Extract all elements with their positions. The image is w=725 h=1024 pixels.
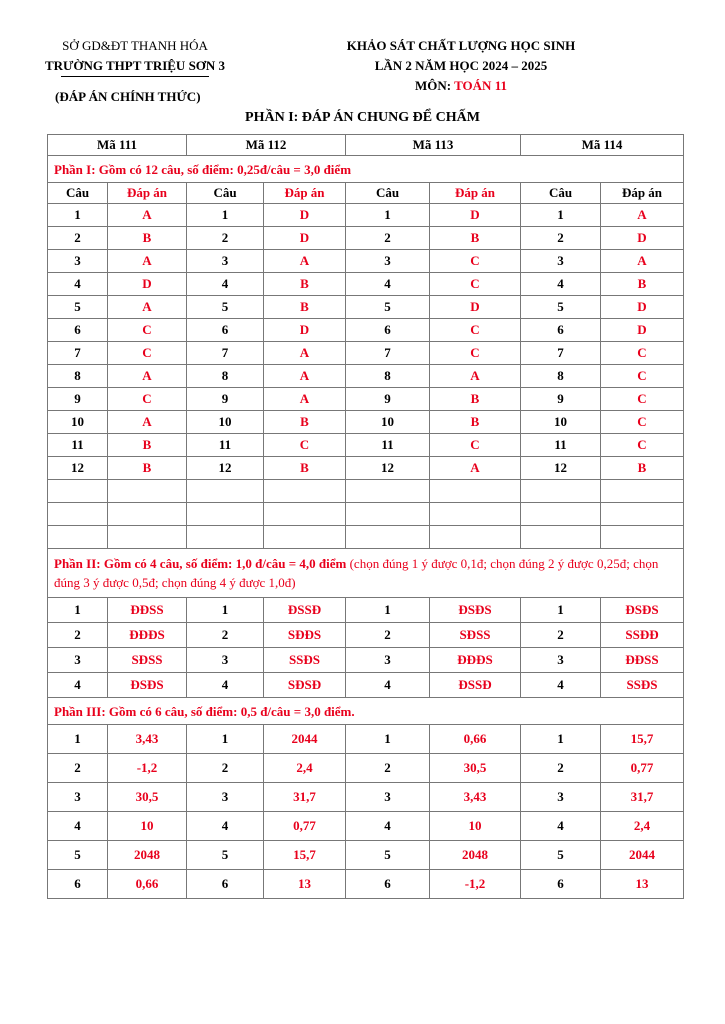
answer-cell: 0,66 [430, 725, 521, 754]
answer-cell: 30,5 [108, 783, 187, 812]
question-number-cell: 1 [187, 725, 264, 754]
question-number-cell: 7 [521, 342, 601, 365]
question-number-cell: 8 [521, 365, 601, 388]
col-header-answer: Đáp án [430, 183, 521, 204]
answer-cell: 2,4 [264, 754, 346, 783]
col-header-answer: Đáp án [264, 183, 346, 204]
question-number-cell: 1 [521, 598, 601, 623]
question-number-cell: 9 [521, 388, 601, 411]
question-number-cell: 5 [346, 841, 430, 870]
col-header-question: Câu [48, 183, 108, 204]
answer-cell: ĐSĐS [108, 673, 187, 698]
code-111: Mã 111 [48, 135, 187, 156]
question-number-cell: 2 [346, 754, 430, 783]
answer-cell: C [430, 319, 521, 342]
question-number-cell: 8 [187, 365, 264, 388]
answer-cell: B [108, 434, 187, 457]
question-number-cell: 3 [187, 648, 264, 673]
question-number-cell: 4 [521, 812, 601, 841]
part3-title-row [48, 698, 684, 725]
part3-title: Phần III: Gồm có 6 câu, số điểm: 0,5 đ/câu = 3,0 điểm. [48, 698, 684, 725]
question-number-cell: 8 [48, 365, 108, 388]
answer-cell: B [108, 227, 187, 250]
answer-cell: ĐĐSS [601, 648, 684, 673]
answer-cell: 30,5 [430, 754, 521, 783]
answer-cell: 2048 [430, 841, 521, 870]
answer-cell: C [108, 342, 187, 365]
question-number-cell: 6 [521, 319, 601, 342]
part1-body [48, 204, 684, 480]
subject-label: MÔN: [415, 78, 452, 93]
answer-cell: -1,2 [108, 754, 187, 783]
question-number-cell: 4 [521, 273, 601, 296]
answer-cell: B [264, 411, 346, 434]
question-number-cell: 2 [187, 623, 264, 648]
question-number-cell: 12 [521, 457, 601, 480]
code-114: Mã 114 [521, 135, 684, 156]
question-number-cell: 12 [346, 457, 430, 480]
answer-cell: 0,77 [601, 754, 684, 783]
question-number-cell: 6 [187, 870, 264, 899]
part1-row [48, 388, 684, 411]
answer-cell: C [601, 342, 684, 365]
answer-cell: 10 [430, 812, 521, 841]
question-number-cell: 6 [48, 870, 108, 899]
answer-key-title: PHẦN I: ĐÁP ÁN CHUNG ĐỂ CHẤM [245, 110, 480, 125]
answer-cell: 31,7 [264, 783, 346, 812]
part1-title: Phần I: Gồm có 12 câu, số điểm: 0,25đ/câu = 3,0 điểm [48, 156, 684, 183]
answer-cell: ĐĐĐS [108, 623, 187, 648]
question-number-cell: 1 [187, 598, 264, 623]
question-number-cell: 6 [346, 319, 430, 342]
answer-cell: D [430, 204, 521, 227]
question-number-cell: 7 [187, 342, 264, 365]
part2-row [48, 598, 684, 623]
question-number-cell: 1 [48, 598, 108, 623]
answer-cell: C [430, 250, 521, 273]
answer-cell: SSĐĐ [601, 623, 684, 648]
question-number-cell: 2 [521, 754, 601, 783]
part2-title-note: (chọn đúng 1 ý được 0,1đ; chọn đúng 2 ý được 0,25đ; chọn đúng 3 ý được 0,5đ; chọn đúng 4 ý được 1,0đ) [54, 556, 659, 590]
answer-cell: -1,2 [430, 870, 521, 899]
exam-title: KHẢO SÁT CHẤT LƯỢNG HỌC SINH [346, 38, 576, 53]
part2-title-main: Phần II: Gồm có 4 câu, số điểm: 1,0 đ/câu = 4,0 điểm [54, 556, 347, 571]
question-number-cell: 3 [346, 648, 430, 673]
part2-body [48, 598, 684, 698]
question-number-cell: 10 [48, 411, 108, 434]
question-number-cell: 4 [521, 673, 601, 698]
answer-cell: D [601, 227, 684, 250]
question-number-cell: 4 [48, 673, 108, 698]
answer-cell: B [264, 296, 346, 319]
answer-cell: SĐSS [108, 648, 187, 673]
part2-title-row [48, 549, 684, 598]
answer-cell: D [264, 319, 346, 342]
part2-title [48, 549, 684, 598]
answer-cell: A [264, 365, 346, 388]
part1-title-row [48, 156, 684, 183]
question-number-cell: 12 [187, 457, 264, 480]
question-number-cell: 1 [521, 725, 601, 754]
question-number-cell: 4 [346, 273, 430, 296]
question-number-cell: 1 [48, 204, 108, 227]
answer-cell: 0,77 [264, 812, 346, 841]
col-header-answer: Đáp án [601, 183, 684, 204]
answer-cell: D [430, 296, 521, 319]
question-number-cell: 2 [48, 623, 108, 648]
question-number-cell: 9 [48, 388, 108, 411]
question-number-cell: 9 [187, 388, 264, 411]
answer-cell: A [108, 250, 187, 273]
question-number-cell: 2 [521, 623, 601, 648]
answer-cell: 0,66 [108, 870, 187, 899]
exam-round: LẦN 2 NĂM HỌC 2024 – 2025 [374, 58, 548, 73]
answer-cell: C [601, 365, 684, 388]
answer-cell: 31,7 [601, 783, 684, 812]
question-number-cell: 2 [48, 754, 108, 783]
code-113: Mã 113 [346, 135, 521, 156]
question-number-cell: 3 [48, 648, 108, 673]
header-right [320, 36, 602, 96]
answer-cell: C [601, 388, 684, 411]
part3-row [48, 754, 684, 783]
question-number-cell: 5 [48, 841, 108, 870]
answer-cell: B [601, 273, 684, 296]
question-number-cell: 4 [187, 673, 264, 698]
answer-cell: C [430, 342, 521, 365]
question-number-cell: 2 [346, 227, 430, 250]
answer-cell: 3,43 [430, 783, 521, 812]
answer-cell: A [430, 457, 521, 480]
answer-cell: D [601, 319, 684, 342]
subject-line [320, 76, 602, 96]
question-number-cell: 4 [346, 673, 430, 698]
part1-row [48, 365, 684, 388]
question-number-cell: 5 [187, 296, 264, 319]
question-number-cell: 5 [187, 841, 264, 870]
answer-cell: B [430, 227, 521, 250]
part1-row [48, 342, 684, 365]
answer-cell: 2044 [264, 725, 346, 754]
question-number-cell: 5 [521, 841, 601, 870]
part2-row [48, 673, 684, 698]
question-number-cell: 2 [48, 227, 108, 250]
answer-cell: SĐĐS [264, 623, 346, 648]
answer-cell: B [264, 457, 346, 480]
answer-cell: A [601, 250, 684, 273]
question-number-cell: 7 [48, 342, 108, 365]
answer-cell: C [430, 273, 521, 296]
question-number-cell: 1 [48, 725, 108, 754]
question-number-cell: 3 [187, 783, 264, 812]
answer-cell: 3,43 [108, 725, 187, 754]
question-number-cell: 6 [48, 319, 108, 342]
answer-cell: C [601, 434, 684, 457]
answer-cell: B [108, 457, 187, 480]
question-number-cell: 3 [346, 783, 430, 812]
part1-row [48, 296, 684, 319]
question-number-cell: 11 [521, 434, 601, 457]
question-number-cell: 5 [521, 296, 601, 319]
question-number-cell: 1 [346, 204, 430, 227]
answer-cell: SĐSĐ [264, 673, 346, 698]
answer-cell: SSĐS [264, 648, 346, 673]
part1-row [48, 319, 684, 342]
answer-cell: SĐSS [430, 623, 521, 648]
answer-cell: 2044 [601, 841, 684, 870]
answer-cell: B [264, 273, 346, 296]
question-number-cell: 6 [346, 870, 430, 899]
department-name: SỞ GD&ĐT THANH HÓA [62, 38, 208, 53]
answer-cell: C [430, 434, 521, 457]
answer-cell: A [264, 342, 346, 365]
answer-cell: A [430, 365, 521, 388]
col-header-question: Câu [521, 183, 601, 204]
answer-cell: 10 [108, 812, 187, 841]
question-number-cell: 10 [187, 411, 264, 434]
question-number-cell: 8 [346, 365, 430, 388]
answer-cell: 2048 [108, 841, 187, 870]
answer-cell: ĐĐĐS [430, 648, 521, 673]
question-number-cell: 4 [187, 273, 264, 296]
question-number-cell: 6 [187, 319, 264, 342]
code-112: Mã 112 [187, 135, 346, 156]
part1-row [48, 457, 684, 480]
empty-row [48, 526, 684, 549]
part1-row [48, 273, 684, 296]
header-left [30, 36, 240, 77]
exam-code-row [48, 135, 684, 156]
question-number-cell: 3 [346, 250, 430, 273]
answer-cell: 2,4 [601, 812, 684, 841]
answer-cell: 13 [601, 870, 684, 899]
col-header-question: Câu [346, 183, 430, 204]
question-number-cell: 3 [521, 250, 601, 273]
part2-row [48, 623, 684, 648]
answer-cell: ĐSSĐ [264, 598, 346, 623]
question-number-cell: 1 [346, 725, 430, 754]
part3-body [48, 725, 684, 899]
question-number-cell: 2 [346, 623, 430, 648]
part1-row [48, 411, 684, 434]
question-number-cell: 5 [48, 296, 108, 319]
question-number-cell: 1 [346, 598, 430, 623]
answer-cell: B [430, 411, 521, 434]
question-number-cell: 3 [48, 783, 108, 812]
answer-cell: A [108, 365, 187, 388]
answer-cell: D [108, 273, 187, 296]
answer-cell: SSĐS [601, 673, 684, 698]
answer-cell: D [264, 204, 346, 227]
question-number-cell: 2 [187, 754, 264, 783]
answer-cell: A [108, 411, 187, 434]
school-underline [61, 76, 209, 77]
question-number-cell: 1 [187, 204, 264, 227]
answer-cell: A [108, 296, 187, 319]
question-number-cell: 2 [521, 227, 601, 250]
answer-cell: ĐĐSS [108, 598, 187, 623]
question-number-cell: 4 [48, 273, 108, 296]
answer-cell: C [108, 388, 187, 411]
answer-cell: 15,7 [601, 725, 684, 754]
question-number-cell: 7 [346, 342, 430, 365]
question-number-cell: 5 [346, 296, 430, 319]
answer-key-table [47, 134, 684, 899]
question-number-cell: 2 [187, 227, 264, 250]
subject-name: TOÁN 11 [454, 78, 507, 93]
question-number-cell: 1 [521, 204, 601, 227]
answer-cell: A [264, 250, 346, 273]
empty-row [48, 503, 684, 526]
answer-cell: 15,7 [264, 841, 346, 870]
part1-row [48, 250, 684, 273]
col-header-question: Câu [187, 183, 264, 204]
answer-cell: A [264, 388, 346, 411]
answer-cell: D [601, 296, 684, 319]
part3-row [48, 841, 684, 870]
question-number-cell: 3 [48, 250, 108, 273]
question-number-cell: 3 [187, 250, 264, 273]
column-header-row [48, 183, 684, 204]
answer-cell: B [601, 457, 684, 480]
answer-cell: A [601, 204, 684, 227]
part1-row [48, 434, 684, 457]
answer-cell: ĐSĐS [430, 598, 521, 623]
part3-row [48, 783, 684, 812]
answer-cell: C [601, 411, 684, 434]
answer-cell: C [108, 319, 187, 342]
question-number-cell: 10 [346, 411, 430, 434]
part3-row [48, 812, 684, 841]
question-number-cell: 12 [48, 457, 108, 480]
question-number-cell: 3 [521, 783, 601, 812]
col-header-answer: Đáp án [108, 183, 187, 204]
question-number-cell: 4 [48, 812, 108, 841]
answer-cell: C [264, 434, 346, 457]
question-number-cell: 11 [48, 434, 108, 457]
answer-cell: A [108, 204, 187, 227]
question-number-cell: 11 [346, 434, 430, 457]
answer-cell: D [264, 227, 346, 250]
empty-row [48, 480, 684, 503]
part1-row [48, 204, 684, 227]
official-answer-label: (ĐÁP ÁN CHÍNH THỨC) [55, 89, 201, 104]
question-number-cell: 6 [521, 870, 601, 899]
school-name: TRƯỜNG THPT TRIỆU SƠN 3 [44, 58, 226, 73]
part3-row [48, 870, 684, 899]
question-number-cell: 4 [346, 812, 430, 841]
part2-row [48, 648, 684, 673]
question-number-cell: 10 [521, 411, 601, 434]
question-number-cell: 3 [521, 648, 601, 673]
part1-row [48, 227, 684, 250]
question-number-cell: 11 [187, 434, 264, 457]
answer-cell: 13 [264, 870, 346, 899]
question-number-cell: 9 [346, 388, 430, 411]
answer-cell: ĐSSĐ [430, 673, 521, 698]
part3-row [48, 725, 684, 754]
question-number-cell: 4 [187, 812, 264, 841]
answer-cell: ĐSĐS [601, 598, 684, 623]
answer-cell: B [430, 388, 521, 411]
